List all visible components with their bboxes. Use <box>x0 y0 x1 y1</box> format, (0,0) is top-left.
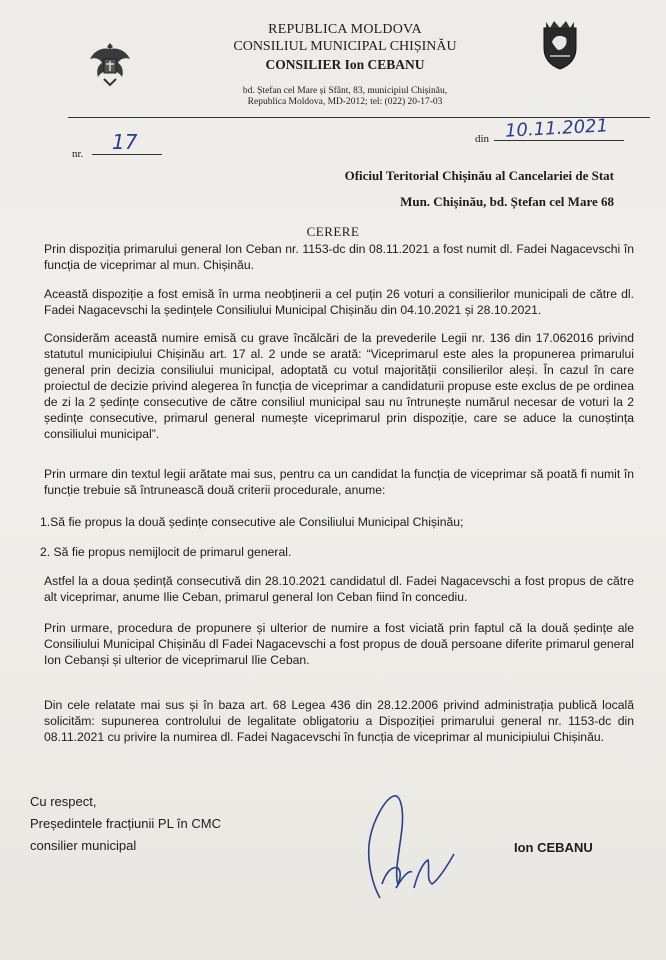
recipient-line1: Oficiul Teritorial Chișinău al Cancelariei de Stat <box>344 168 614 183</box>
date-label: din <box>475 133 490 145</box>
criterion-1: 1.Să fie propus la două ședințe consecutive ale Consiliului Municipal Chișinău; <box>40 515 464 529</box>
header-address-line1: bd. Ștefan cel Mare și Sfânt, 83, municipiul Chișinău, <box>242 86 448 96</box>
moldova-coat-of-arms-icon <box>88 37 132 89</box>
nr-underline <box>92 154 162 155</box>
paragraph-3: Considerăm această numire emisă cu grave încălcări de la prevederile Legii nr. 136 din 17.062016 privind statutul municipiului Chișinău art. 17 al. 2 unde se arată: “Viceprimarul este ales la propunerea primarului general prin decizia consiliului municipal, adoptată cu votul majorității consilierilor aleși. În cazul în care proiectul de decizie privind alegerea în funcția de viceprimar a candidaturii propuse este exclus de pe ordinea de zi la 2 ședințe consecutive de către consiliul municipal sau nu întrunește numărul necesar de voturi la 2 ședințe consecutive, primarul general numește viceprimarul prin dispoziție, care se aduce la cunoștința consiliului municipal”. <box>44 331 634 441</box>
paragraph-4: Prin urmare din textul legii arătate mai sus, pentru ca un candidat la funcția de viceprimar să poată fi numit în funcție trebuie să întrunească două criterii procedurale, anume: <box>44 467 634 497</box>
header-council: CONSILIUL MUNICIPAL CHIȘINĂU <box>233 39 457 54</box>
closing-title: consilier municipal <box>30 838 137 853</box>
criterion-2: 2. Să fie propus nemijlocit de primarul general. <box>40 545 292 559</box>
paragraph-2: Această dispoziție a fost emisă în urma neobținerii a cel puțin 26 voturi a consilierilor municipali de către dl. Fadei Nagacevschi la ședințele Consiliului Municipal Chișinău din 04.10.2021 și 28.10.2021. <box>44 287 634 317</box>
chisinau-crest-icon <box>538 18 582 70</box>
nr-label: nr. <box>72 148 84 160</box>
date-value-handwritten: 10.11.2021 <box>504 115 609 142</box>
header-country: REPUBLICA MOLDOVA <box>268 22 422 37</box>
document-title: CERERE <box>306 224 360 239</box>
header-councillor: CONSILIER Ion CEBANU <box>265 57 425 72</box>
closing-role: Președintele fracțiunii PL în CMC <box>30 816 221 831</box>
recipient-line2: Mun. Chișinău, bd. Ștefan cel Mare 68 <box>400 194 614 209</box>
signatory-name: Ion CEBANU <box>514 840 593 855</box>
handwritten-signature <box>342 788 472 908</box>
paragraph-1: Prin dispoziția primarului general Ion Ceban nr. 1153-dc din 08.11.2021 a fost numit dl. Fadei Nagacevschi în funcția de viceprimar al mun. Chișinău. <box>44 242 634 272</box>
closing-salutation: Cu respect, <box>30 794 97 809</box>
paragraph-8: Prin urmare, procedura de propunere și ulterior de numire a fost viciată prin faptul că la două ședințe ale Consiliului Municipal Chișinău dl Fadei Nagacevschi a fost propus de două persoane diferite primarul general Ion Cebanși și ulterior de viceprimarul Ilie Ceban. <box>44 621 634 667</box>
paragraph-7: Astfel la a doua ședință consecutivă din 28.10.2021 candidatul dl. Fadei Nagacevschi a fost propus de către alt viceprimar, anume Ilie Ceban, primarul general Ion Ceban fiind în concediu. <box>44 574 634 604</box>
paragraph-9: Din cele relatate mai sus și în baza art. 68 Legea 436 din 28.12.2006 privind administrația publică locală solicităm: supunerea controlului de legalitate obligatoriu a Dispoziției primarului general nr. 1153-dc din 08.11.2021 cu privire la numirea dl. Fadei Nagacevschi în funcția de viceprimar al municipiului Chișinău. <box>44 698 634 744</box>
header-address-line2: Republica Moldova, MD-2012; tel: (022) 20-17-03 <box>247 97 443 107</box>
nr-value-handwritten: 17 <box>112 130 138 154</box>
